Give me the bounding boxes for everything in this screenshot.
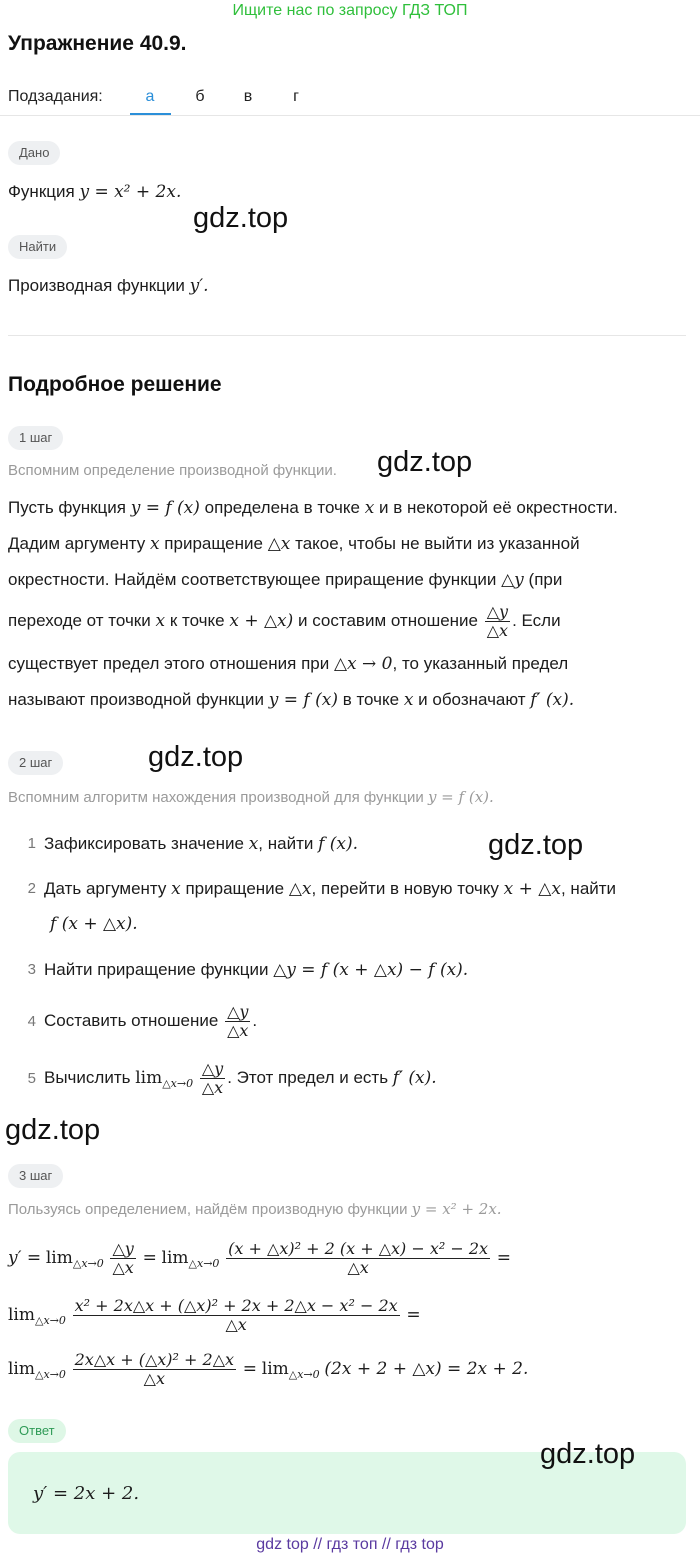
derivation-row-3: $\lim_{\triangle x\to 0}$ $\frac{\text{2x△x + (△x)² + 2△x}}{\triangle x}$ = $\lim_{\triangle x\to 0} (2x + 2$ + △x) = 2x + 2. <box>8 1350 529 1389</box>
tab-g[interactable]: г <box>293 88 299 105</box>
list-number: 1 <box>27 835 36 852</box>
fraction: $\frac{\text{(x + △x)² + 2 (x + △x) − x² − 2x}}{\triangle x}$ <box>228 1239 489 1278</box>
search-banner: Ищите нас по запросу ГДЗ ТОП <box>232 2 468 19</box>
fraction: $\frac{\triangle y}{\triangle x}$ <box>486 602 509 641</box>
find-formula: y′. <box>189 276 209 296</box>
list-number: 5 <box>27 1070 36 1087</box>
tab-a[interactable]: а <box>145 88 155 105</box>
step1-line-3: окрестности. Найдём соответствующее приращение функции △y (при <box>8 570 563 590</box>
step1-line-4: переходе от точки x к точке x + △x) и составим отношение $\frac{\triangle y}{\triangle x}$ . Если <box>8 602 561 641</box>
given-text <box>8 180 181 204</box>
watermark: gdz.top <box>488 829 584 861</box>
list-number: 4 <box>27 1013 36 1030</box>
exercise-title: Упражнение 40.9. <box>8 32 187 55</box>
answer-formula: y′ = 2x + 2. <box>33 1483 140 1504</box>
list-item: Вычислить $\lim_{\triangle x\to 0}$ $\frac{\triangle y}{\triangle x}$ . Этот предел и есть f′ (x). <box>44 1059 437 1098</box>
fraction: $\frac{\triangle y}{\triangle x}$ <box>201 1059 224 1098</box>
fraction: $\frac{\text{x² + 2x△x + (△x)² + 2x + 2△x − x² − 2x}}{\triangle x}$ <box>74 1296 398 1335</box>
step1-line-2: Дадим аргументу x приращение △x такое, чтобы не выйти из указанной <box>8 534 580 554</box>
given-prefix: Функция <box>8 182 75 201</box>
step1-line-1: Пусть функция y = f (x) определена в точке x и в некоторой её окрестности. <box>8 498 618 518</box>
step3-badge: 3 шаг <box>8 1164 63 1188</box>
step1-line-6: называют производной функции y = f (x) в точке x и обозначают f′ (x). <box>8 690 575 710</box>
find-prefix: Производная функции <box>8 276 185 295</box>
find-text <box>8 274 209 298</box>
given-badge: Дано <box>8 141 60 165</box>
list-item: Зафиксировать значение x, найти f (x). <box>44 834 359 854</box>
step2-badge: 2 шаг <box>8 751 63 775</box>
subtasks-label: Подзадания: <box>8 88 103 105</box>
derivation-row-1: $y' = \lim_{\triangle x\to 0}$ $\frac{\triangle y}{\triangle x}$ = $\lim_{\triangle x\to 0}$ $\frac{\text{(x + △x)² + 2 (x + △x) − x² − 2x}}{\triangle x}$ = <box>8 1239 512 1278</box>
derivation-row-2: $\lim_{\triangle x\to 0}$ $\frac{\text{x² + 2x△x + (△x)² + 2x + 2△x − x² − 2x}}{\triangle x}$ = <box>8 1296 421 1335</box>
step2-intro: Вспомним алгоритм нахождения производной для функции y = f (x). <box>8 788 494 806</box>
step3-intro: Пользуясь определением, найдём производную функции y = x² + 2x. <box>8 1200 502 1218</box>
list-number: 2 <box>27 880 36 897</box>
list-item-continuation: f (x + △x). <box>50 914 138 934</box>
list-item: Найти приращение функции △y = f (x + △x) − f (x). <box>44 960 469 980</box>
step1-line-5: существует предел этого отношения при △x → 0, то указанный предел <box>8 654 569 674</box>
list-item: Составить отношение $\frac{\triangle y}{\triangle x}$ . <box>44 1002 258 1041</box>
tab-v[interactable]: в <box>243 88 253 105</box>
list-number: 3 <box>27 961 36 978</box>
footer-links[interactable]: gdz top // гдз топ // гдз top <box>256 1536 444 1553</box>
tab-b[interactable]: б <box>195 88 205 105</box>
answer-badge: Ответ <box>8 1419 66 1443</box>
step1-badge: 1 шаг <box>8 426 63 450</box>
step1-intro: Вспомним определение производной функции. <box>8 462 337 479</box>
given-formula: y = x² + 2x. <box>79 182 182 202</box>
solution-title: Подробное решение <box>8 373 222 396</box>
find-badge: Найти <box>8 235 67 259</box>
tabs-divider <box>0 115 700 116</box>
watermark: gdz.top <box>193 202 289 234</box>
section-divider <box>8 335 686 336</box>
list-item: Дать аргументу x приращение △x, перейти в новую точку x + △x, найти <box>44 879 617 899</box>
fraction: $\frac{\triangle y}{\triangle x}$ <box>227 1002 249 1041</box>
watermark: gdz.top <box>5 1114 101 1146</box>
fraction: $\frac{\text{2x△x + (△x)² + 2△x}}{\triangle x}$ <box>74 1350 235 1389</box>
watermark: gdz.top <box>540 1438 636 1470</box>
watermark: gdz.top <box>148 741 244 773</box>
fraction: $\frac{\triangle y}{\triangle x}$ <box>112 1239 134 1278</box>
watermark: gdz.top <box>377 446 473 478</box>
